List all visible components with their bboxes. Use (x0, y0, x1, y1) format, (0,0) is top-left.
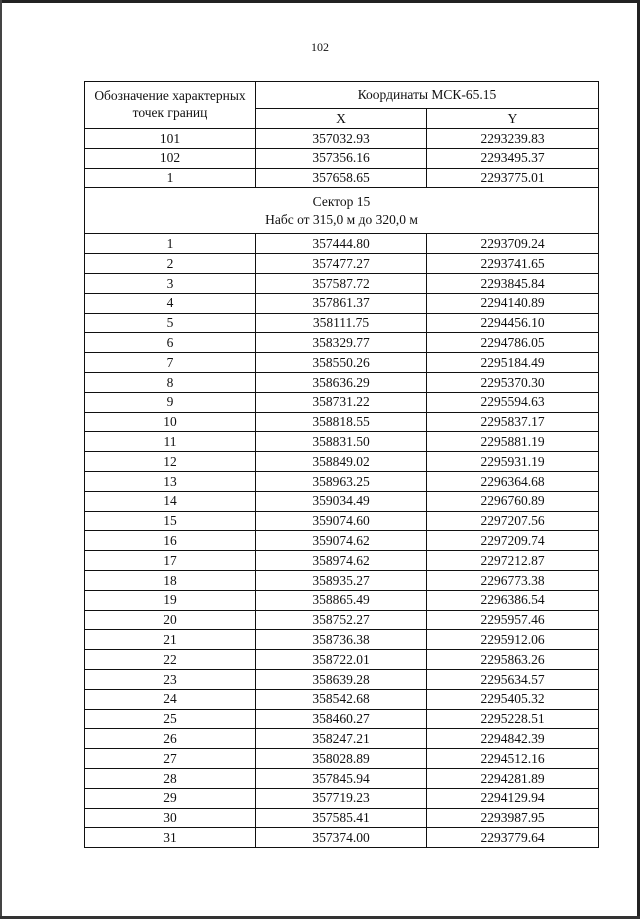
table-row (85, 788, 599, 808)
table-row (85, 570, 599, 590)
table-row (85, 828, 599, 848)
table-row (85, 729, 599, 749)
x-coordinate-cell: 358963.25 (256, 471, 427, 491)
point-id-cell: 12 (85, 452, 256, 472)
x-coordinate-cell: 357032.93 (256, 129, 427, 149)
point-id-cell: 26 (85, 729, 256, 749)
y-coordinate-cell: 2296760.89 (427, 491, 599, 511)
y-coordinate-cell: 2294842.39 (427, 729, 599, 749)
y-column-header: Y (427, 109, 599, 129)
table-row (85, 511, 599, 531)
y-coordinate-cell: 2295184.49 (427, 353, 599, 373)
table-row (85, 129, 599, 149)
table-row (85, 254, 599, 274)
y-coordinate-cell: 2297207.56 (427, 511, 599, 531)
coordinates-table (84, 81, 599, 848)
x-coordinate-cell: 358550.26 (256, 353, 427, 373)
point-id-cell: 24 (85, 689, 256, 709)
x-coordinate-cell: 358736.38 (256, 630, 427, 650)
y-coordinate-cell: 2293239.83 (427, 129, 599, 149)
y-coordinate-cell: 2295634.57 (427, 669, 599, 689)
x-coordinate-cell: 358028.89 (256, 749, 427, 769)
point-id-cell: 27 (85, 749, 256, 769)
y-coordinate-cell: 2293709.24 (427, 234, 599, 254)
point-id-cell: 102 (85, 148, 256, 168)
table-row (85, 551, 599, 571)
table-row (85, 452, 599, 472)
x-coordinate-cell: 358329.77 (256, 333, 427, 353)
x-coordinate-cell: 357861.37 (256, 293, 427, 313)
points-header-line2: точек границ (132, 105, 208, 120)
table-row (85, 234, 599, 254)
y-coordinate-cell: 2295881.19 (427, 432, 599, 452)
point-id-cell: 30 (85, 808, 256, 828)
point-id-cell: 1 (85, 234, 256, 254)
point-id-cell: 25 (85, 709, 256, 729)
sector-row (85, 188, 599, 234)
x-coordinate-cell: 359034.49 (256, 491, 427, 511)
x-coordinate-cell: 357658.65 (256, 168, 427, 188)
scan-edge-top (0, 0, 640, 3)
table-row (85, 471, 599, 491)
table-row (85, 531, 599, 551)
y-coordinate-cell: 2295957.46 (427, 610, 599, 630)
x-coordinate-cell: 358111.75 (256, 313, 427, 333)
table-row (85, 689, 599, 709)
table-row (85, 168, 599, 188)
point-id-cell: 17 (85, 551, 256, 571)
table-row (85, 392, 599, 412)
points-column-header (85, 82, 256, 129)
table-row (85, 148, 599, 168)
point-id-cell: 20 (85, 610, 256, 630)
table-row (85, 610, 599, 630)
point-id-cell: 22 (85, 650, 256, 670)
point-id-cell: 1 (85, 168, 256, 188)
y-coordinate-cell: 2295370.30 (427, 372, 599, 392)
table-row (85, 630, 599, 650)
x-coordinate-cell: 357845.94 (256, 768, 427, 788)
point-id-cell: 101 (85, 129, 256, 149)
point-id-cell: 18 (85, 570, 256, 590)
y-coordinate-cell: 2296386.54 (427, 590, 599, 610)
point-id-cell: 19 (85, 590, 256, 610)
point-id-cell: 10 (85, 412, 256, 432)
x-coordinate-cell: 358752.27 (256, 610, 427, 630)
x-coordinate-cell: 358542.68 (256, 689, 427, 709)
x-coordinate-cell: 358849.02 (256, 452, 427, 472)
scan-edge-left (0, 0, 2, 919)
x-coordinate-cell: 357374.00 (256, 828, 427, 848)
y-coordinate-cell: 2293495.37 (427, 148, 599, 168)
y-coordinate-cell: 2293987.95 (427, 808, 599, 828)
point-id-cell: 8 (85, 372, 256, 392)
sector-heading-cell (85, 188, 599, 234)
x-coordinate-cell: 358818.55 (256, 412, 427, 432)
table-row (85, 313, 599, 333)
table-row (85, 333, 599, 353)
x-coordinate-cell: 357719.23 (256, 788, 427, 808)
x-coordinate-cell: 357587.72 (256, 273, 427, 293)
y-coordinate-cell: 2295594.63 (427, 392, 599, 412)
x-coordinate-cell: 358865.49 (256, 590, 427, 610)
y-coordinate-cell: 2294281.89 (427, 768, 599, 788)
y-coordinate-cell: 2294456.10 (427, 313, 599, 333)
point-id-cell: 28 (85, 768, 256, 788)
point-id-cell: 7 (85, 353, 256, 373)
y-coordinate-cell: 2295912.06 (427, 630, 599, 650)
point-id-cell: 29 (85, 788, 256, 808)
coordinates-system-header: Координаты МСК-65.15 (256, 82, 599, 109)
y-coordinate-cell: 2294512.16 (427, 749, 599, 769)
x-coordinate-cell: 357444.80 (256, 234, 427, 254)
table-row (85, 808, 599, 828)
table-row (85, 768, 599, 788)
point-id-cell: 11 (85, 432, 256, 452)
point-id-cell: 5 (85, 313, 256, 333)
x-coordinate-cell: 359074.62 (256, 531, 427, 551)
x-coordinate-cell: 358731.22 (256, 392, 427, 412)
point-id-cell: 14 (85, 491, 256, 511)
point-id-cell: 4 (85, 293, 256, 313)
table-row (85, 372, 599, 392)
table-row (85, 412, 599, 432)
table-row (85, 590, 599, 610)
point-id-cell: 16 (85, 531, 256, 551)
point-id-cell: 2 (85, 254, 256, 274)
points-header-line1: Обозначение характерных (94, 88, 246, 104)
table-row (85, 273, 599, 293)
x-coordinate-cell: 357477.27 (256, 254, 427, 274)
y-coordinate-cell: 2293779.64 (427, 828, 599, 848)
point-id-cell: 13 (85, 471, 256, 491)
page-number: 102 (311, 40, 329, 54)
point-id-cell: 6 (85, 333, 256, 353)
y-coordinate-cell: 2296364.68 (427, 471, 599, 491)
point-id-cell: 23 (85, 669, 256, 689)
y-coordinate-cell: 2293741.65 (427, 254, 599, 274)
x-coordinate-cell: 358639.28 (256, 669, 427, 689)
point-id-cell: 3 (85, 273, 256, 293)
y-coordinate-cell: 2295863.26 (427, 650, 599, 670)
header-row (85, 82, 599, 109)
x-coordinate-cell: 358247.21 (256, 729, 427, 749)
table-row (85, 709, 599, 729)
point-id-cell: 15 (85, 511, 256, 531)
y-coordinate-cell: 2295837.17 (427, 412, 599, 432)
table-row (85, 749, 599, 769)
table-row (85, 491, 599, 511)
y-coordinate-cell: 2294786.05 (427, 333, 599, 353)
x-coordinate-cell: 358935.27 (256, 570, 427, 590)
y-coordinate-cell: 2293845.84 (427, 273, 599, 293)
table-row (85, 353, 599, 373)
table-row (85, 432, 599, 452)
sector-title: Сектор 15 (312, 193, 371, 209)
y-coordinate-cell: 2295228.51 (427, 709, 599, 729)
y-coordinate-cell: 2293775.01 (427, 168, 599, 188)
y-coordinate-cell: 2297212.87 (427, 551, 599, 571)
y-coordinate-cell: 2294140.89 (427, 293, 599, 313)
y-coordinate-cell: 2296773.38 (427, 570, 599, 590)
table-row (85, 293, 599, 313)
y-coordinate-cell: 2294129.94 (427, 788, 599, 808)
x-coordinate-cell: 358460.27 (256, 709, 427, 729)
x-coordinate-cell: 357585.41 (256, 808, 427, 828)
table-row (85, 650, 599, 670)
x-coordinate-cell: 358831.50 (256, 432, 427, 452)
x-coordinate-cell: 358636.29 (256, 372, 427, 392)
table-body (85, 82, 599, 848)
point-id-cell: 9 (85, 392, 256, 412)
y-coordinate-cell: 2295931.19 (427, 452, 599, 472)
y-coordinate-cell: 2295405.32 (427, 689, 599, 709)
point-id-cell: 21 (85, 630, 256, 650)
x-coordinate-cell: 358722.01 (256, 650, 427, 670)
x-coordinate-cell: 359074.60 (256, 511, 427, 531)
table-row (85, 669, 599, 689)
point-id-cell: 31 (85, 828, 256, 848)
x-coordinate-cell: 357356.16 (256, 148, 427, 168)
x-column-header: X (256, 109, 427, 129)
y-coordinate-cell: 2297209.74 (427, 531, 599, 551)
sector-height-range: Набс от 315,0 м до 320,0 м (265, 211, 418, 227)
x-coordinate-cell: 358974.62 (256, 551, 427, 571)
